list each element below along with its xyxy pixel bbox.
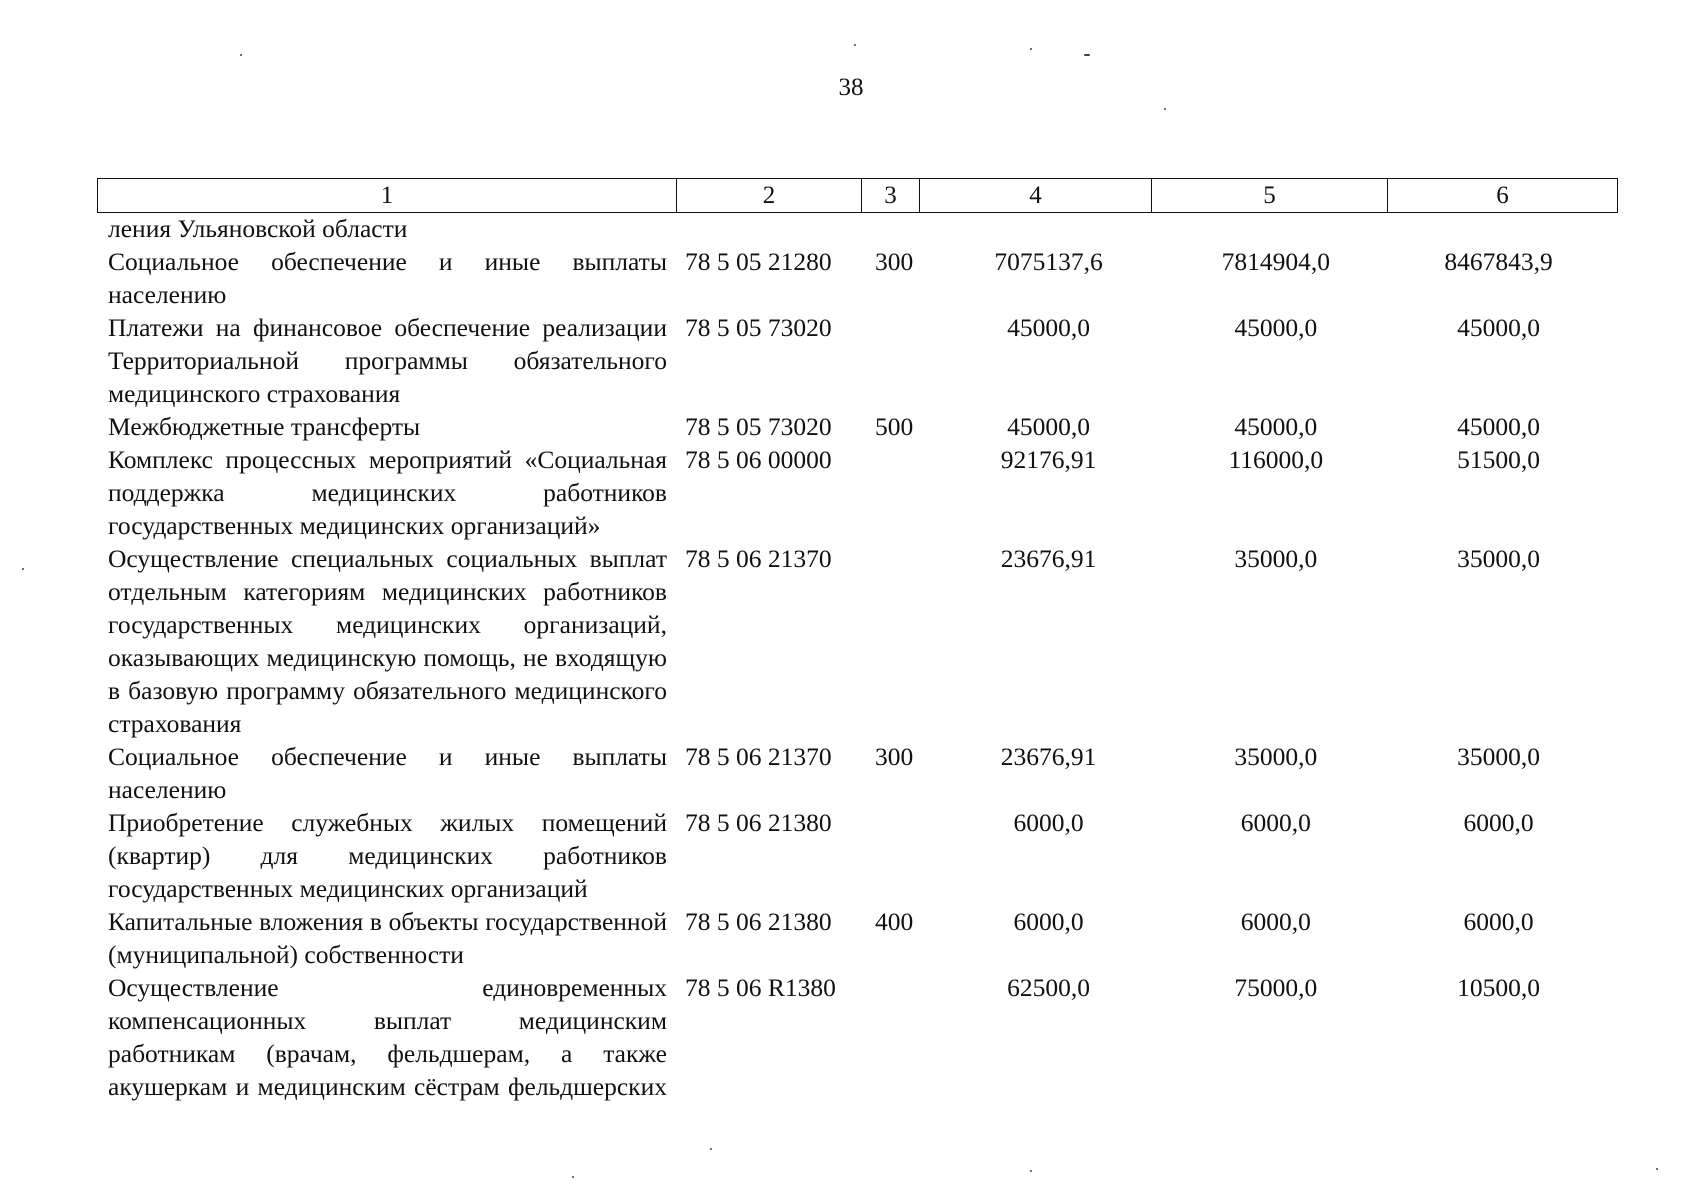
scan-speck	[710, 1148, 712, 1150]
row-value-5: 75000,0	[1234, 973, 1318, 1002]
row-value-4: 45000,0	[1007, 412, 1090, 441]
row-value-6: 35000,0	[1457, 742, 1541, 771]
row-code: 78 5 06 R1380	[684, 973, 836, 1002]
row-value-4: 62500,0	[1007, 973, 1090, 1002]
row-value-4: 45000,0	[1007, 313, 1090, 342]
row-value-4: 23676,91	[1000, 742, 1097, 771]
table-row	[108, 806, 1608, 905]
row-name: Социальное обеспечение и иные выплаты населению	[108, 247, 667, 309]
row-value-4: 6000,0	[1013, 907, 1084, 936]
row-value-6: 45000,0	[1457, 412, 1541, 441]
row-value-4: 92176,91	[1000, 445, 1097, 474]
row-name: Капитальные вложения в объекты государственной (муниципальной) собственности	[108, 907, 667, 969]
row-value-5: 45000,0	[1234, 313, 1318, 342]
table-row	[108, 971, 1608, 1103]
scan-speck	[240, 54, 242, 56]
scan-speck	[1030, 1170, 1032, 1172]
row-value-6: 6000,0	[1463, 808, 1534, 837]
row-value-4: 7075137,6	[994, 247, 1103, 276]
row-name: Осуществление специальных социальных выплат отдельным категориям медицинских работников государственных медицинских организаций, оказывающих медицинскую помощь, не входящую в базовую программу обязательного медицинского страхования	[108, 544, 667, 738]
header-col-4: 4	[920, 179, 1152, 213]
table-row	[108, 311, 1608, 410]
row-code: 78 5 06 00000	[684, 445, 832, 474]
row-value-5: 6000,0	[1240, 808, 1311, 837]
row-code: 78 5 05 73020	[684, 313, 832, 342]
row-value-5: 116000,0	[1228, 445, 1324, 474]
table-row	[108, 905, 1608, 971]
row-vr: 400	[874, 907, 914, 936]
page-number: 38	[838, 74, 864, 101]
row-value-5: 6000,0	[1240, 907, 1311, 936]
row-value-5: 35000,0	[1234, 544, 1318, 573]
table-row	[108, 410, 1608, 443]
header-col-5: 5	[1152, 179, 1388, 213]
table-row	[108, 212, 1608, 245]
row-vr: 300	[874, 247, 914, 276]
row-name: ления Ульяновской области	[108, 214, 408, 243]
scan-speck	[1030, 48, 1032, 50]
header-col-6: 6	[1388, 179, 1618, 213]
row-value-6: 8467843,9	[1444, 247, 1553, 276]
table-row	[108, 245, 1608, 311]
row-value-6: 45000,0	[1457, 313, 1541, 342]
row-value-5: 35000,0	[1234, 742, 1318, 771]
row-code: 78 5 06 21380	[684, 808, 832, 837]
row-value-6: 35000,0	[1457, 544, 1541, 573]
header-col-3: 3	[862, 179, 920, 213]
row-name: Социальное обеспечение и иные выплаты населению	[108, 742, 667, 804]
header-col-2: 2	[677, 179, 862, 213]
row-value-5: 45000,0	[1234, 412, 1318, 441]
row-name: Платежи на финансовое обеспечение реализации Территориальной программы обязательного медицинского страхования	[108, 313, 667, 408]
row-name: Приобретение служебных жилых помещений (квартир) для медицинских работников государственных медицинских организаций	[108, 808, 667, 903]
row-name: Комплекс процессных мероприятий «Социальная поддержка медицинских работников государственных медицинских организаций»	[108, 445, 667, 540]
header-col-1: 1	[98, 179, 677, 213]
row-value-4: 6000,0	[1013, 808, 1084, 837]
table-row	[108, 542, 1608, 740]
row-value-6: 6000,0	[1463, 907, 1534, 936]
row-vr: 300	[874, 742, 914, 771]
row-value-6: 51500,0	[1457, 445, 1541, 474]
table-body	[108, 212, 1608, 1103]
table-header	[97, 178, 1618, 213]
scan-speck	[1656, 1168, 1658, 1170]
row-name: Осуществление единовременных компенсационных выплат медицинским работникам (врачам, фельдшерам, а также акушеркам и медицинским сёстрам фельдшерских	[108, 973, 667, 1101]
row-code: 78 5 06 21370	[684, 544, 832, 573]
table-row	[108, 443, 1608, 542]
scan-speck	[22, 568, 24, 570]
row-vr: 500	[874, 412, 914, 441]
row-name: Межбюджетные трансферты	[108, 412, 421, 441]
row-value-6: 10500,0	[1457, 973, 1541, 1002]
row-code: 78 5 06 21380	[684, 907, 832, 936]
row-code: 78 5 05 21280	[684, 247, 832, 276]
row-value-5: 7814904,0	[1221, 247, 1330, 276]
scan-speck	[854, 44, 856, 46]
scan-speck	[1084, 54, 1090, 56]
row-code: 78 5 05 73020	[684, 412, 832, 441]
scan-speck	[572, 1176, 574, 1178]
row-code: 78 5 06 21370	[684, 742, 832, 771]
scan-speck	[1164, 108, 1166, 110]
row-value-4: 23676,91	[1000, 544, 1097, 573]
table-row	[108, 740, 1608, 806]
